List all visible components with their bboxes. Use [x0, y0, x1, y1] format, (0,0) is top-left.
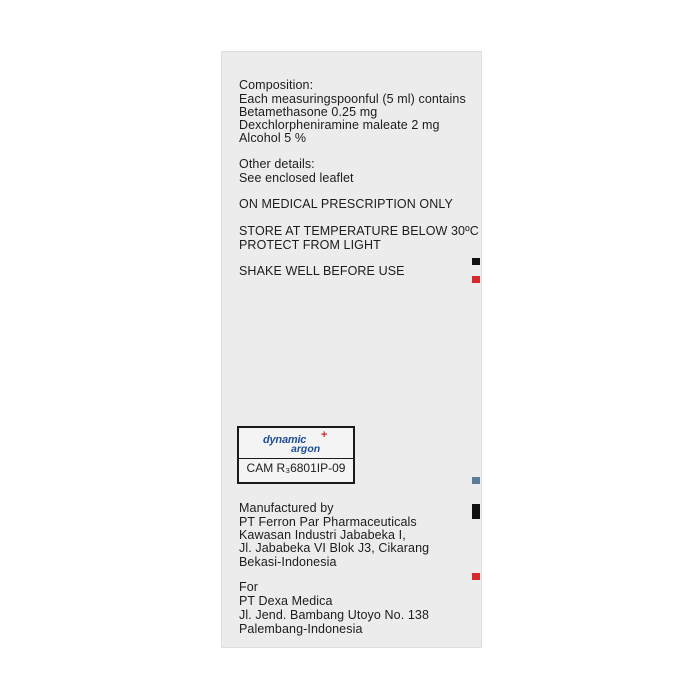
- composition-line: Betamethasone 0.25 mg: [239, 105, 378, 119]
- logo-word-dynamic: dynamic: [263, 434, 307, 446]
- distributor-line: Palembang-Indonesia: [239, 622, 363, 636]
- print-mark-red: [472, 276, 480, 283]
- manufacturer-logo-box: [237, 426, 355, 484]
- shake-warning: SHAKE WELL BEFORE USE: [239, 264, 405, 278]
- distributor-line: PT Dexa Medica: [239, 594, 333, 608]
- prescription-warning: ON MEDICAL PRESCRIPTION ONLY: [239, 197, 453, 211]
- logo-area: [239, 428, 353, 459]
- composition-heading: Composition:: [239, 78, 314, 92]
- composition-line: Each measuringspoonful (5 ml) contains: [239, 92, 466, 106]
- product-code: CAM R₃6801IP-09: [246, 461, 346, 475]
- storage-warning: STORE AT TEMPERATURE BELOW 30ºC: [239, 224, 479, 238]
- print-mark-black-tall: [472, 504, 480, 519]
- composition-line: Dexchlorpheniramine maleate 2 mg: [239, 118, 440, 132]
- manufacturer-line: Kawasan Industri Jababeka I,: [239, 528, 406, 542]
- logo-word-argon: argon: [291, 443, 321, 455]
- other-details-heading: Other details:: [239, 157, 315, 171]
- print-mark-black: [472, 258, 480, 265]
- light-warning: PROTECT FROM LIGHT: [239, 238, 381, 252]
- print-mark-blue: [472, 477, 480, 484]
- manufacturer-line: Jl. Jababeka VI Blok J3, Cikarang: [239, 541, 430, 555]
- logo-plus-icon: +: [321, 429, 328, 441]
- distributor-heading: For: [239, 580, 259, 594]
- composition-line: Alcohol 5 %: [239, 131, 307, 145]
- manufacturer-line: PT Ferron Par Pharmaceuticals: [239, 515, 417, 529]
- manufacturer-heading: Manufactured by: [239, 501, 334, 515]
- print-mark-red: [472, 573, 480, 580]
- manufacturer-line: Bekasi-Indonesia: [239, 555, 337, 569]
- distributor-line: Jl. Jend. Bambang Utoyo No. 138: [239, 608, 430, 622]
- other-details-text: See enclosed leaflet: [239, 171, 354, 185]
